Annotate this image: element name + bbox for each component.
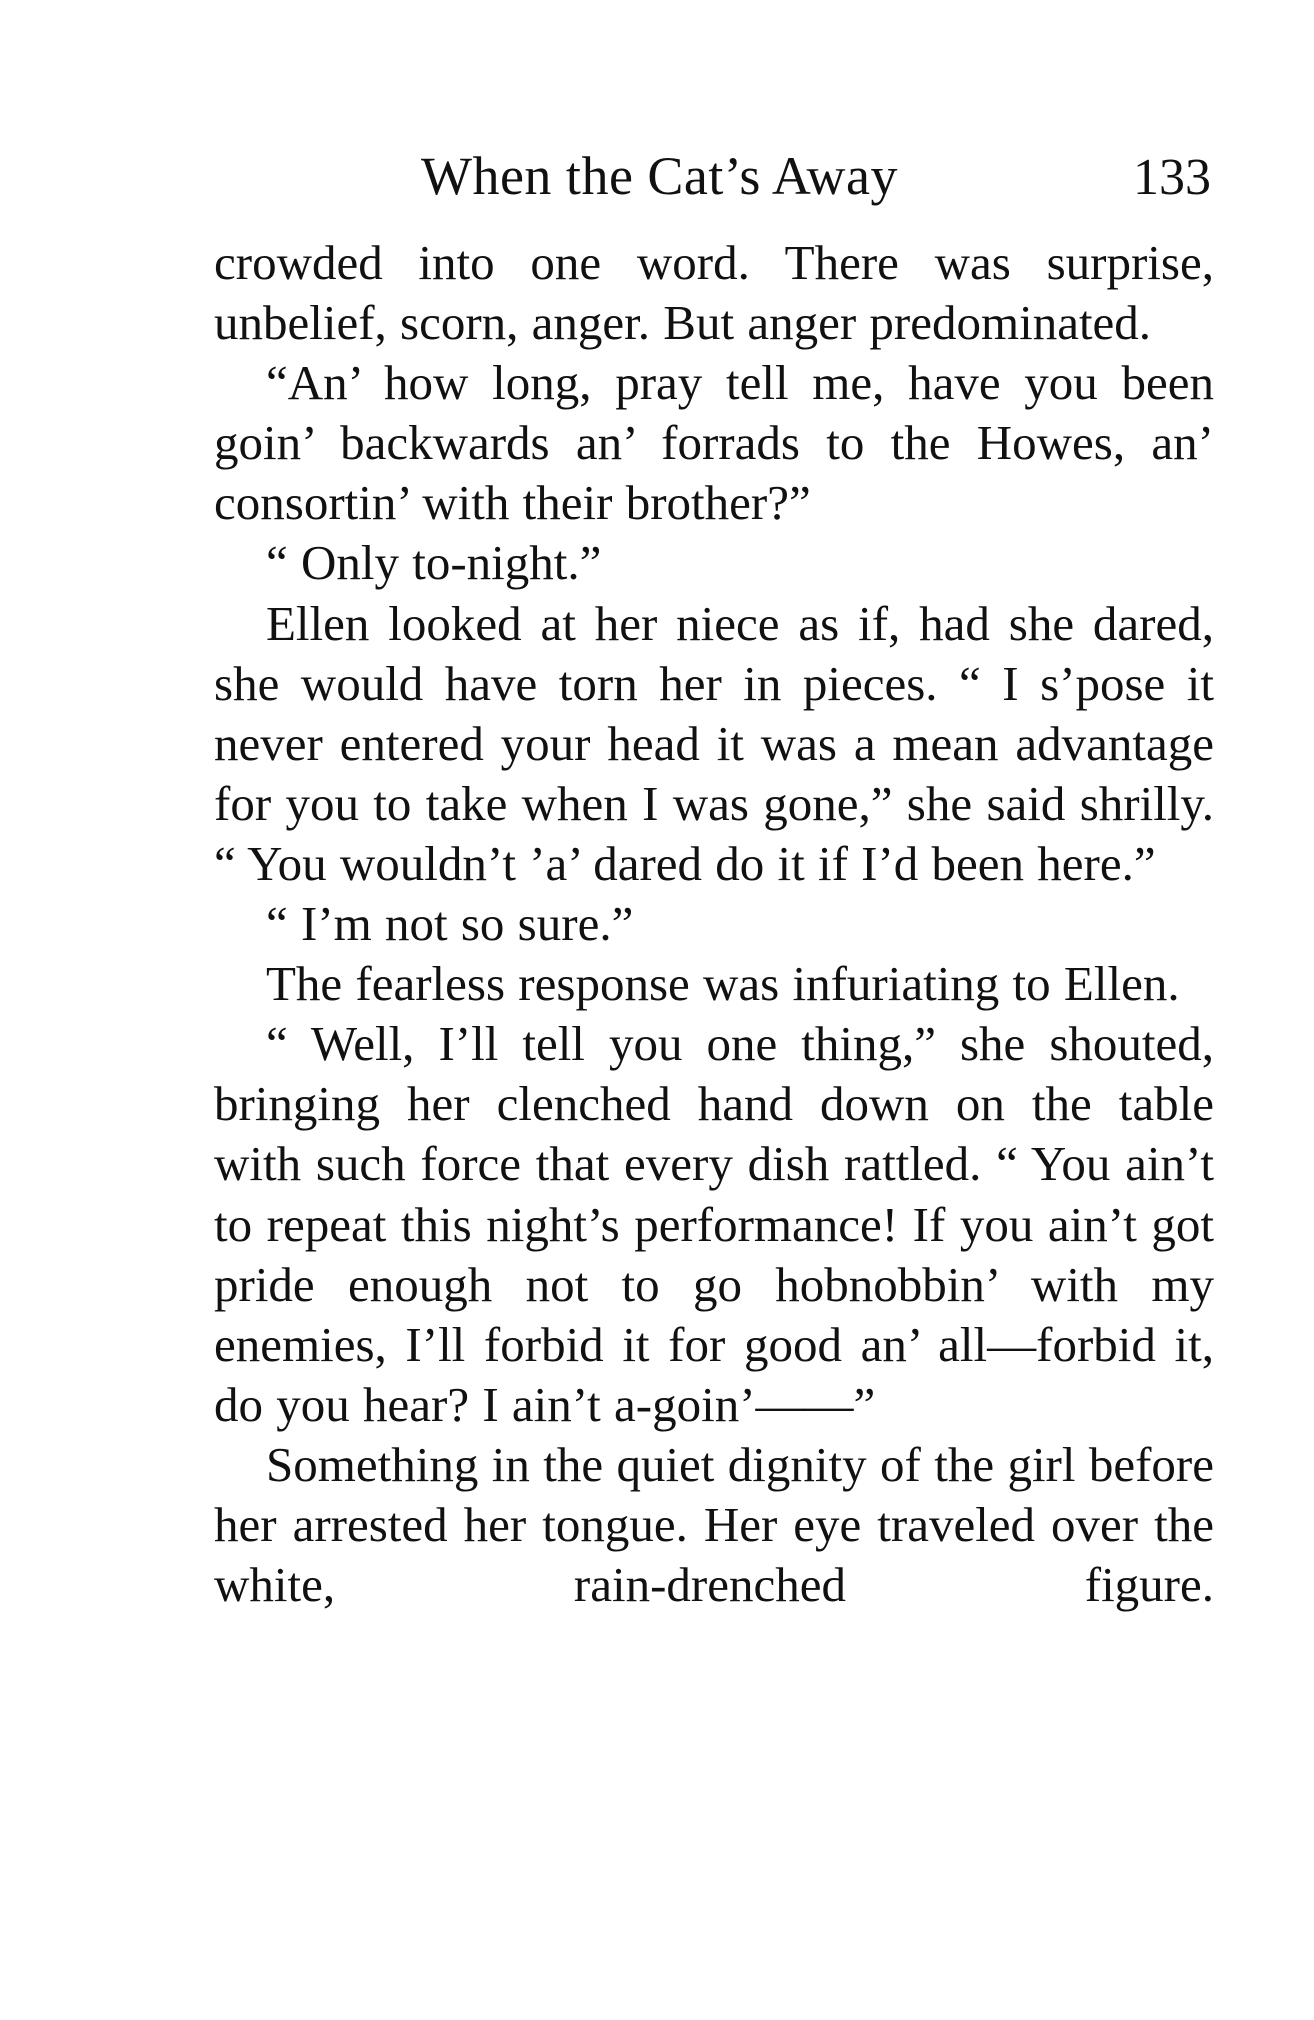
page-number: 133 <box>1133 149 1211 206</box>
paragraph-dialogue: “ I’m not so sure.” <box>266 896 634 952</box>
paragraph-narration: Something in the quiet dignity of the girl before her arrested her tongue. Her eye traveled over the white, rain-drenched figure. <box>214 1436 1214 1613</box>
paragraph-dialogue: “An’ how long, pray tell me, have you been goin’ backwards an’ forrads to the Howes, an’ consortin’ with their brother?” <box>214 355 1214 531</box>
running-head <box>214 138 1214 214</box>
paragraph-narration: Ellen looked at her niece as if, had she dared, she would have torn her in pieces. “ I s’pose it never entered your head it was a mean advantage for you to take when I was gone,” she said shrilly. “ You wouldn’t ’a’ dared do it if I’d been here.” <box>214 595 1214 891</box>
paragraph-dialogue: “ Only to-night.” <box>266 535 602 591</box>
body-text <box>214 233 1214 1615</box>
paragraph-narration: The fearless response was infuriating to Ellen. <box>266 956 1180 1012</box>
running-title: When the Cat’s Away <box>421 146 898 206</box>
paragraph-dialogue: “ Well, I’ll tell you one thing,” she shouted, bringing her clenched hand down on the table with such force that every dish rattled. “ You ain’t to repeat this night’s performance! If you ain’t got pride enough not to go hobnobbin’ with my enemies, I’ll forbid it for good an’ all—forbid it, do you hear? I ain’t a-goin’——” <box>214 1016 1214 1432</box>
paragraph-continuation: crowded into one word. There was surprise, unbelief, scorn, anger. But anger predominated. <box>214 235 1214 351</box>
